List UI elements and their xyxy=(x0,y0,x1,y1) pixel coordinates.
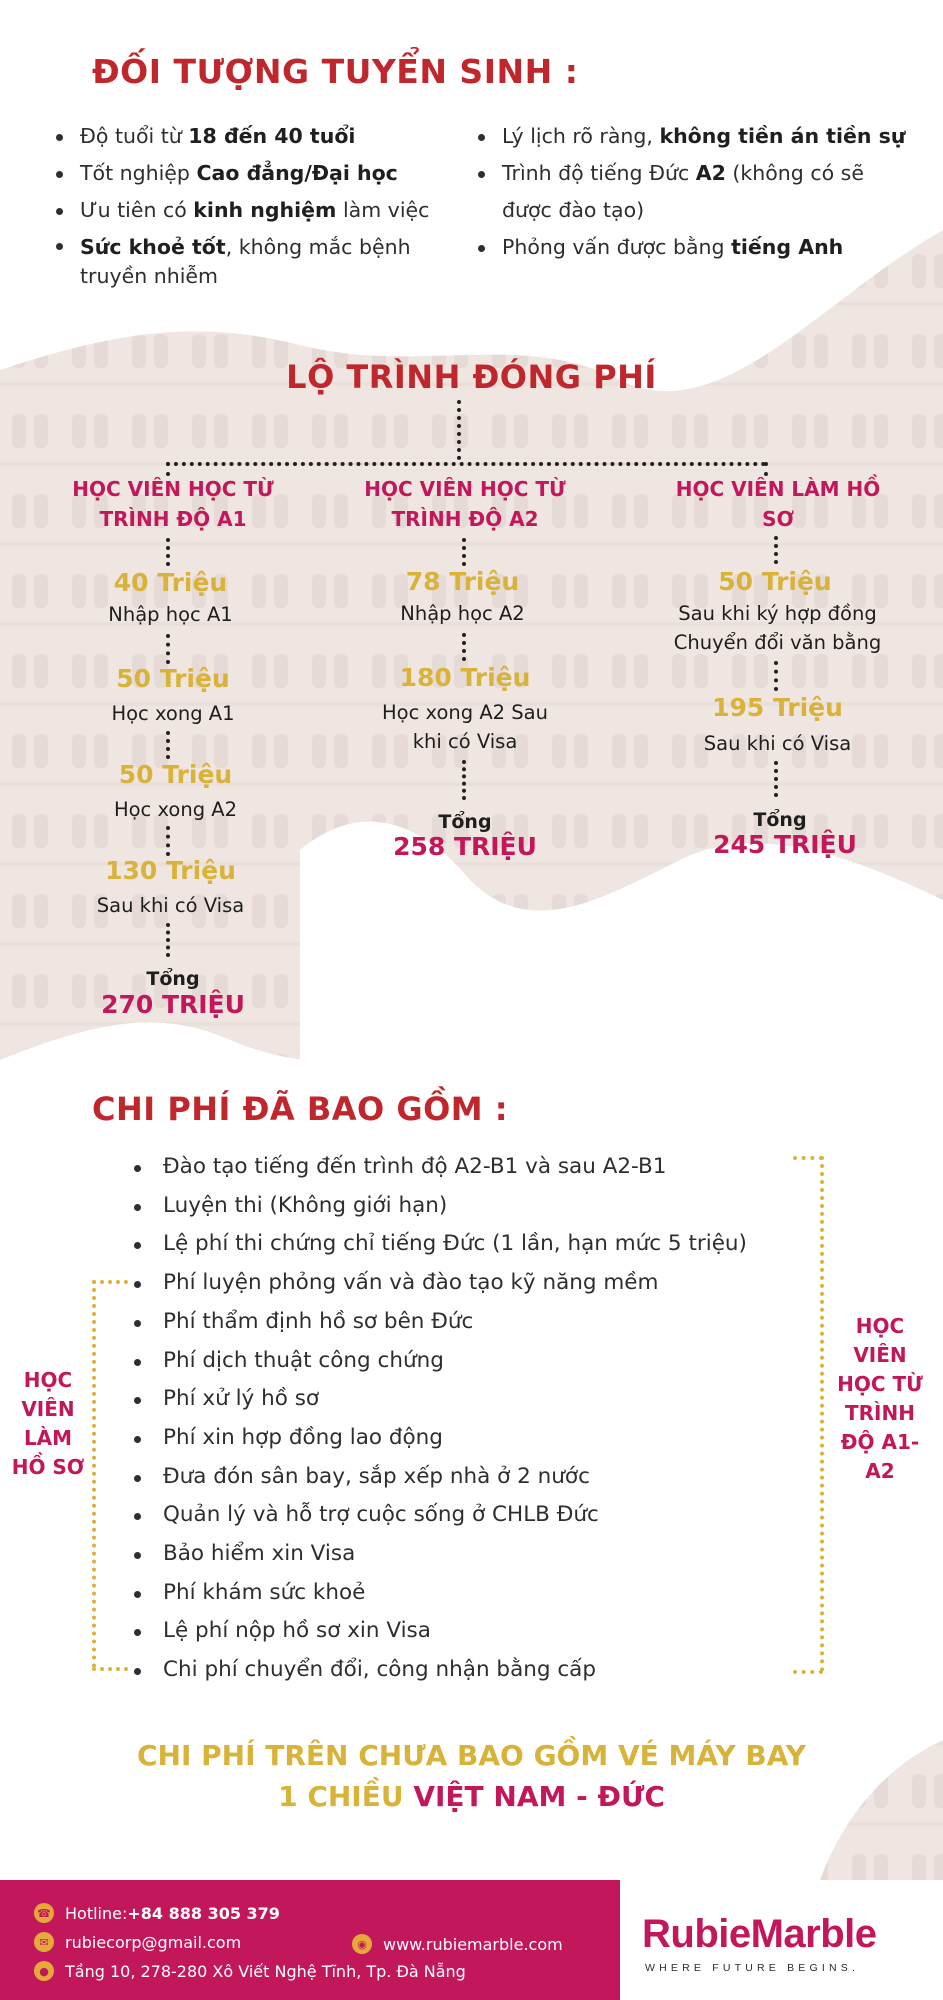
section2-title: LỘ TRÌNH ĐÓNG PHÍ xyxy=(286,358,657,396)
plan-a1-amount: 40 Triệu xyxy=(113,568,228,597)
included-cost-item: Quản lý và hỗ trợ cuộc sống ở CHLB Đức xyxy=(130,1496,747,1535)
included-cost-item: Đào tạo tiếng đến trình độ A2-B1 và sau A2-B1 xyxy=(130,1148,747,1187)
connector-dots xyxy=(166,731,170,759)
included-cost-item: Luyện thi (Không giới hạn) xyxy=(130,1187,747,1226)
included-cost-item: Phí xử lý hồ sơ xyxy=(130,1380,747,1419)
note-line-1: CHI PHÍ TRÊN CHƯA BAO GỒM VÉ MÁY BAY xyxy=(136,1739,807,1772)
connector-dots xyxy=(166,462,766,466)
included-cost-item: Phí dịch thuật công chứng xyxy=(130,1342,747,1381)
bracket-left xyxy=(92,1280,96,1668)
included-cost-item: Đưa đón sân bay, sắp xếp nhà ở 2 nước xyxy=(130,1458,747,1497)
bracket-left-label: HỌC VIÊN LÀM HỒ SƠ xyxy=(11,1368,85,1479)
plan-documents-heading: HỌC VIÊN LÀM HỒ SƠ xyxy=(675,477,881,531)
plan-a2-step: Học xong A2 Sau khi có Visa xyxy=(382,701,548,753)
included-cost-item: Phí khám sức khoẻ xyxy=(130,1574,747,1613)
connector-dots xyxy=(457,400,461,460)
connector-dots xyxy=(166,826,170,856)
included-costs-list xyxy=(130,1148,747,1690)
hotline-number: +84 888 305 379 xyxy=(127,1903,280,1923)
connector-dots xyxy=(166,538,170,566)
included-cost-item: Phí xin hợp đồng lao động xyxy=(130,1419,747,1458)
included-cost-item: Phí thẩm định hồ sơ bên Đức xyxy=(130,1303,747,1342)
included-cost-item: Phí luyện phỏng vấn và đào tạo kỹ năng mềm xyxy=(130,1264,747,1303)
plan-documents-amount: 50 Triệu xyxy=(718,567,832,596)
bracket-left xyxy=(92,1667,128,1671)
plan-documents-step: Sau khi ký hợp đồng Chuyển đổi văn bằng xyxy=(673,602,882,654)
criteria-item: Lý lịch rõ ràng, không tiền án tiền sự xyxy=(470,118,920,155)
plan-a1-amount: 130 Triệu xyxy=(105,856,236,885)
plan-a1-amount: 50 Triệu xyxy=(118,760,233,789)
connector-dots xyxy=(774,761,778,797)
plan-a2-total: 258 TRIỆU xyxy=(393,832,537,861)
plan-a2-amount: 78 Triệu xyxy=(405,567,520,596)
plan-a1-step: Sau khi có Visa xyxy=(96,894,245,917)
criteria-item: Ưu tiên có kinh nghiệm làm việc xyxy=(48,192,448,229)
connector-dots xyxy=(774,661,778,691)
bracket-right xyxy=(793,1670,823,1674)
plan-a1-step: Học xong A2 xyxy=(113,798,238,821)
connector-dots xyxy=(166,634,170,664)
criteria-item: Tốt nghiệp Cao đẳng/Đại học xyxy=(48,155,448,192)
plan-documents-total-label: Tổng xyxy=(753,809,807,831)
section1-title: ĐỐI TƯỢNG TUYỂN SINH : xyxy=(92,52,579,91)
connector-dots xyxy=(774,536,778,564)
plan-a1-amount: 50 Triệu xyxy=(116,664,230,693)
plan-a2-step: Nhập học A2 xyxy=(400,602,525,625)
hotline-contact[interactable]: ☎ Hotline: +84 888 305 379 xyxy=(34,1903,280,1923)
connector-dots xyxy=(462,633,466,661)
plan-documents-step: Sau khi có Visa xyxy=(703,732,852,755)
bracket-right-label: HỌC VIÊN HỌC TỪ TRÌNH ĐỘ A1-A2 xyxy=(837,1314,923,1483)
phone-icon: ☎ xyxy=(34,1903,54,1923)
plan-a1-total-label: Tổng xyxy=(146,968,200,990)
brand-logo: RubieMarble xyxy=(642,1912,877,1956)
criteria-list-right xyxy=(470,118,920,266)
criteria-list-left xyxy=(48,118,448,291)
plan-a1-step: Học xong A1 xyxy=(111,702,235,725)
address-contact: ● Tầng 10, 278-280 Xô Viết Nghệ Tĩnh, Tp. Đà Nẵng xyxy=(34,1961,466,1981)
mail-icon: ✉ xyxy=(34,1932,54,1952)
included-cost-item: Lệ phí nộp hồ sơ xin Visa xyxy=(130,1612,747,1651)
plan-a2-heading: HỌC VIÊN HỌC TỪ TRÌNH ĐỘ A2 xyxy=(364,477,566,531)
location-pin-icon: ● xyxy=(34,1961,54,1981)
criteria-item: Phỏng vấn được bằng tiếng Anh xyxy=(470,229,920,266)
included-cost-item: Bảo hiểm xin Visa xyxy=(130,1535,747,1574)
included-cost-item: Chi phí chuyển đổi, công nhận bằng cấp xyxy=(130,1651,747,1690)
plan-a1-step: Nhập học A1 xyxy=(108,603,233,626)
criteria-item: Độ tuổi từ 18 đến 40 tuổi xyxy=(48,118,448,155)
email-contact[interactable]: ✉ rubiecorp@gmail.com xyxy=(34,1932,241,1952)
brand-tagline: WHERE FUTURE BEGINS. xyxy=(645,1962,860,1974)
plan-a2-total-label: Tổng xyxy=(438,811,492,833)
section3-title: CHI PHÍ ĐÃ BAO GỒM : xyxy=(92,1090,509,1128)
criteria-item: Trình độ tiếng Đức A2 (không có sẽ được đào tạo) xyxy=(470,155,920,229)
included-cost-item: Lệ phí thi chứng chỉ tiếng Đức (1 lần, hạn mức 5 triệu) xyxy=(130,1225,747,1264)
plan-documents-total: 245 TRIỆU xyxy=(713,830,857,859)
bracket-right xyxy=(793,1156,823,1160)
connector-dots xyxy=(462,538,466,566)
note-line-2: 1 CHIỀU VIỆT NAM - ĐỨC xyxy=(278,1780,665,1813)
plan-documents-amount: 195 Triệu xyxy=(712,693,843,722)
bracket-left xyxy=(92,1280,128,1284)
criteria-item: Sức khoẻ tốt, không mắc bệnh truyền nhiễm xyxy=(48,229,448,291)
bracket-right xyxy=(820,1156,824,1672)
globe-icon: ◉ xyxy=(352,1934,372,1954)
plan-a1-heading: HỌC VIÊN HỌC TỪ TRÌNH ĐỘ A1 xyxy=(72,477,274,531)
plan-a1-total: 270 TRIỆU xyxy=(101,990,245,1019)
plan-a2-amount: 180 Triệu xyxy=(399,663,531,692)
excluded-cost-note xyxy=(0,1735,943,1817)
connector-dots xyxy=(462,760,466,800)
connector-dots xyxy=(166,923,170,957)
website-link[interactable]: ◉ www.rubiemarble.com xyxy=(352,1934,563,1954)
